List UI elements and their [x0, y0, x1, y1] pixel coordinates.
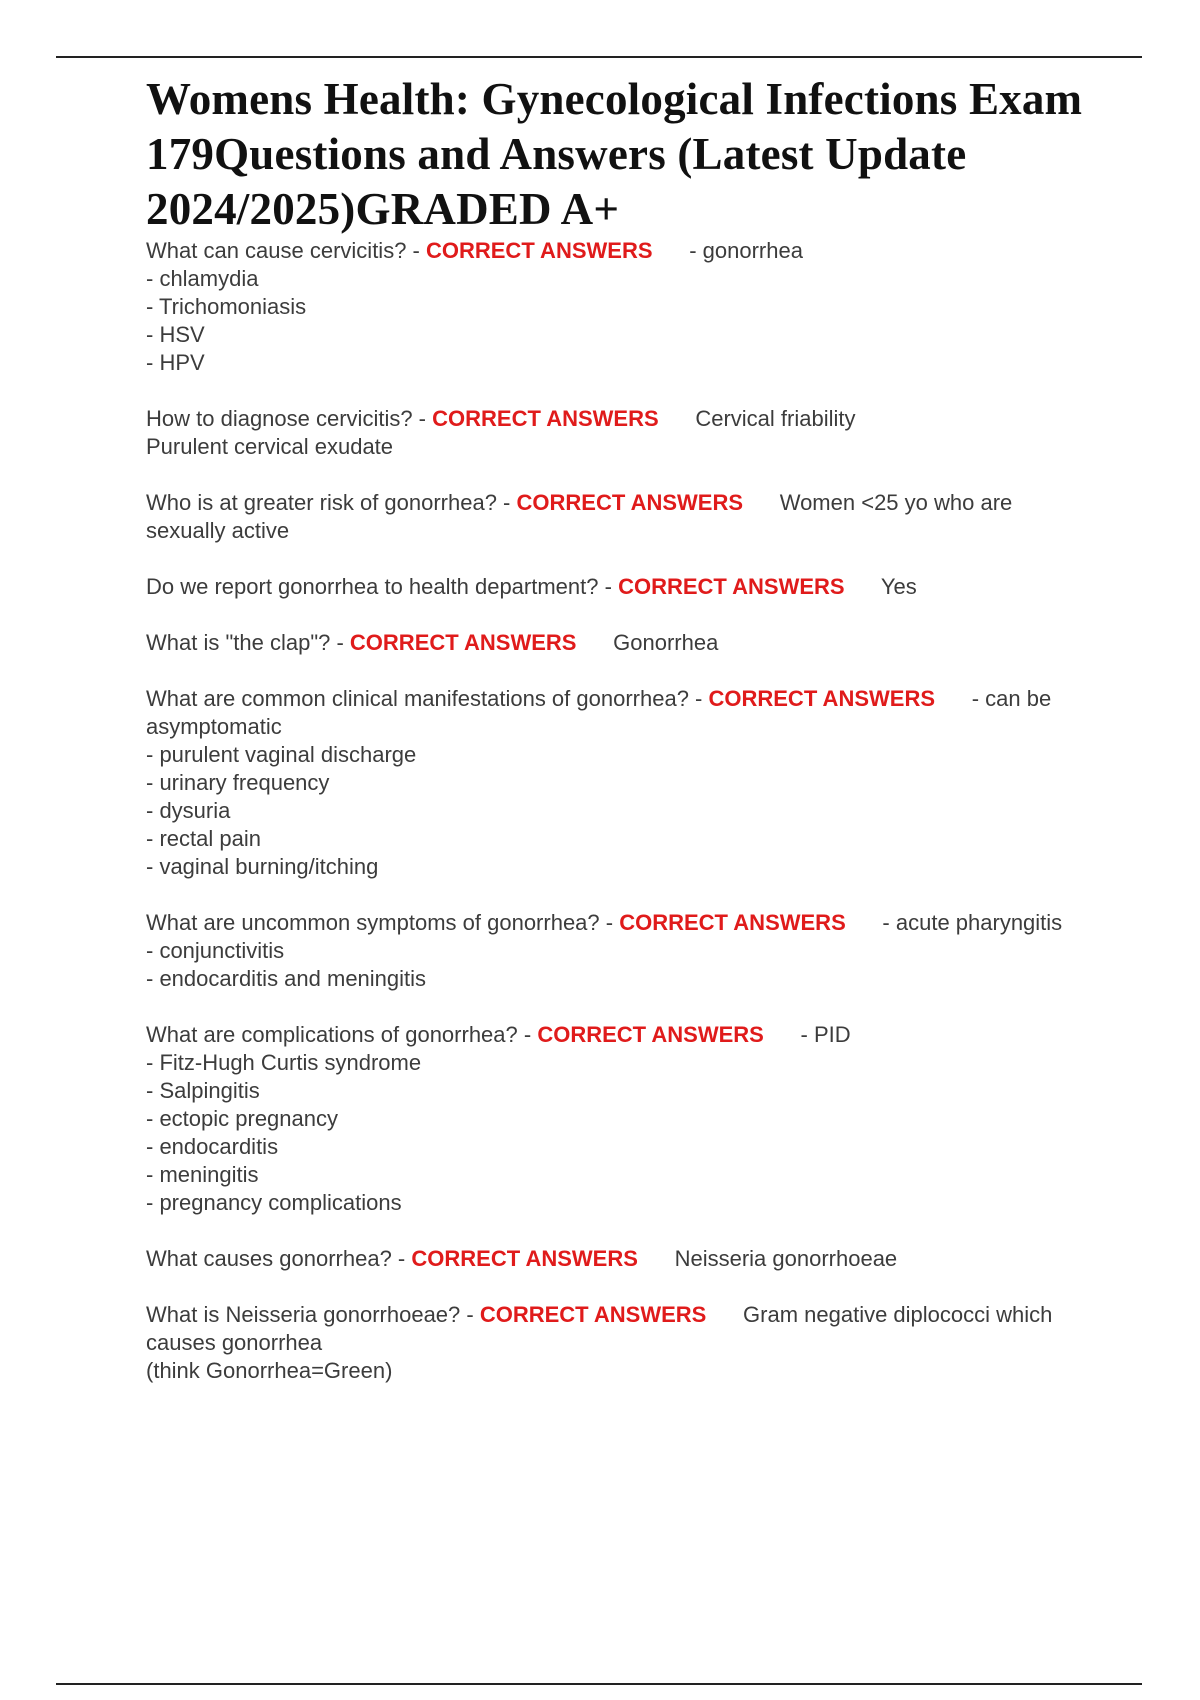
question-text: What is "the clap"? -: [146, 630, 350, 655]
qa-item: [146, 1301, 1096, 1385]
correct-answers-label: CORRECT ANSWERS: [618, 574, 845, 599]
top-rule: [56, 56, 1142, 58]
question-text: What is Neisseria gonorrhoeae? -: [146, 1302, 480, 1327]
correct-answers-label: CORRECT ANSWERS: [708, 686, 936, 711]
correct-answers-label: CORRECT ANSWERS: [516, 490, 744, 515]
correct-answers-label: CORRECT ANSWERS: [479, 1302, 707, 1327]
qa-item: [146, 405, 1096, 461]
correct-answers-label: CORRECT ANSWERS: [411, 1246, 638, 1271]
correct-answers-label: CORRECT ANSWERS: [619, 910, 846, 935]
answer-text: - acute pharyngitis - conjunctivitis - endocarditis and meningitis: [146, 910, 1063, 991]
answer-text: Women <25 yo who are sexually active: [146, 490, 1019, 543]
bottom-rule: [56, 1683, 1142, 1685]
qa-item: [146, 629, 1096, 657]
qa-item: [146, 685, 1096, 881]
qa-item: [146, 1021, 1096, 1217]
answer-text: Cervical friability Purulent cervical exudate: [146, 406, 856, 459]
qa-item: [146, 489, 1096, 545]
correct-answers-label: CORRECT ANSWERS: [349, 630, 577, 655]
correct-answers-label: CORRECT ANSWERS: [537, 1022, 764, 1047]
qa-item: [146, 909, 1096, 993]
page-title: Womens Health: Gynecological Infections Exam 179Questions and Answers (Latest Update 2024/2025)GRADED A+: [146, 74, 1083, 234]
question-text: What causes gonorrhea? -: [146, 1246, 412, 1271]
question-text: What are common clinical manifestations of gonorrhea? -: [146, 686, 709, 711]
question-text: How to diagnose cervicitis? -: [146, 406, 433, 431]
document-body: [146, 72, 1096, 1413]
answer-text: - can be asymptomatic - purulent vaginal discharge - urinary frequency - dysuria - rectal pain - vaginal burning/itching: [146, 686, 1052, 879]
answer-text: Gonorrhea: [576, 630, 719, 655]
answer-text: - gonorrhea - chlamydia - Trichomoniasis - HSV - HPV: [146, 238, 803, 375]
qa-item: [146, 237, 1096, 377]
answer-text: Neisseria gonorrhoeae: [637, 1246, 898, 1271]
answer-text: Gram negative diplococci which causes gonorrhea (think Gonorrhea=Green): [146, 1302, 1053, 1383]
answer-text: Yes: [844, 574, 917, 599]
question-text: What are complications of gonorrhea? -: [146, 1022, 538, 1047]
correct-answers-label: CORRECT ANSWERS: [432, 406, 659, 431]
correct-answers-label: CORRECT ANSWERS: [425, 238, 653, 263]
qa-item: [146, 573, 1096, 601]
question-text: Who is at greater risk of gonorrhea? -: [146, 490, 517, 515]
question-text: What are uncommon symptoms of gonorrhea? -: [146, 910, 620, 935]
qa-item: [146, 1245, 1096, 1273]
answer-text: - PID - Fitz-Hugh Curtis syndrome - Salpingitis - ectopic pregnancy - endocarditis - meningitis - pregnancy complications: [146, 1022, 851, 1215]
question-text: Do we report gonorrhea to health department? -: [146, 574, 619, 599]
question-text: What can cause cervicitis? -: [146, 238, 426, 263]
